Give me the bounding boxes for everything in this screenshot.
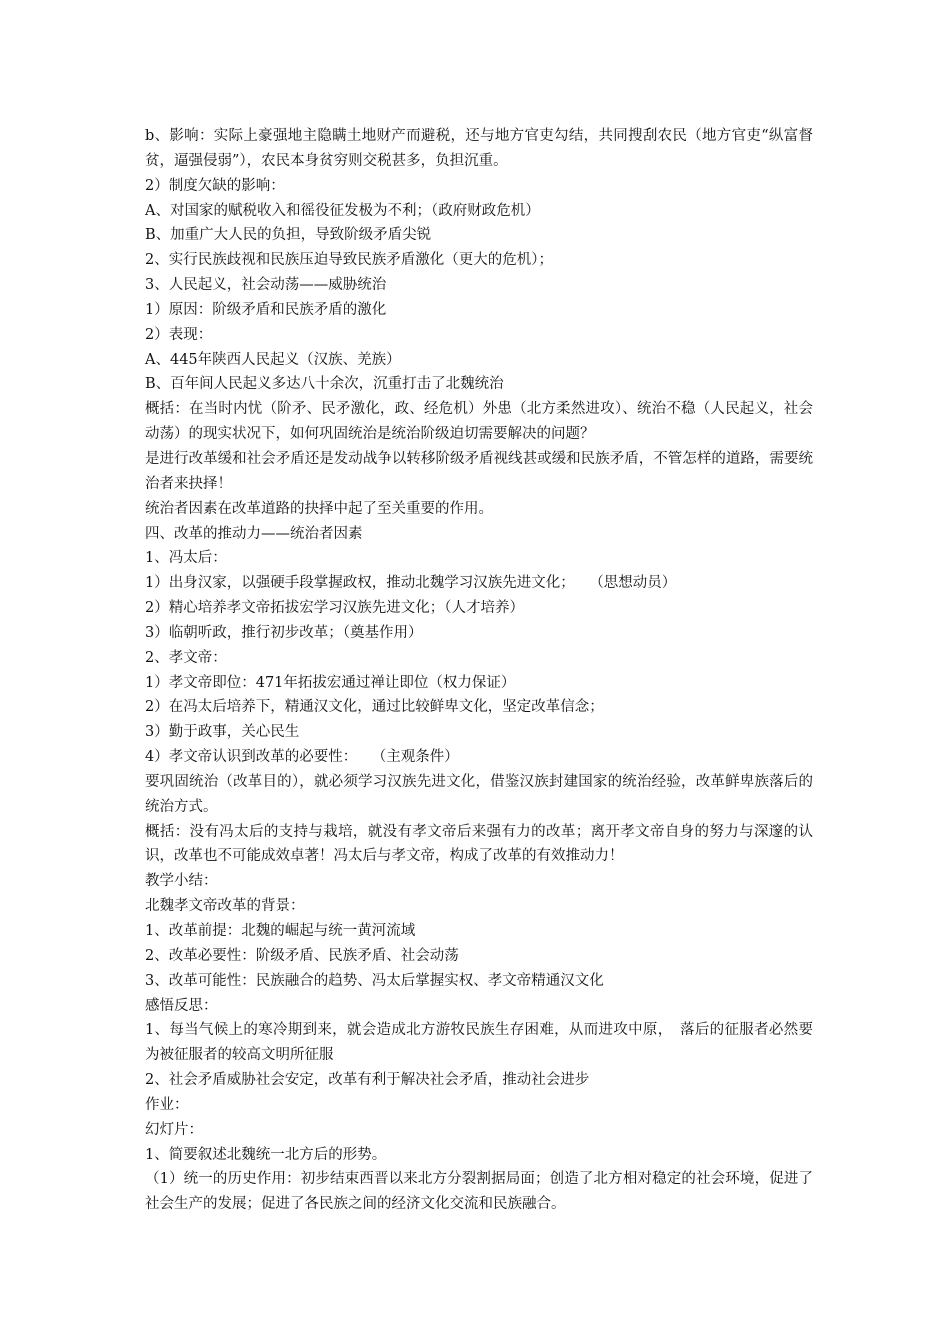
paragraph: 3）勤于政事，关心民生	[145, 724, 300, 741]
paragraph: 3）临朝听政，推行初步改革；（奠基作用）	[145, 624, 423, 641]
paragraph: 1）原因：阶级矛盾和民族矛盾的激化	[145, 301, 387, 318]
paragraph: 3、人民起义，社会动荡——威胁统治	[145, 277, 387, 294]
paragraph: 2）表现：	[145, 326, 213, 343]
paragraph: 3、改革可能性：民族融合的趋势、冯太后掌握实权、孝文帝精通汉文化	[145, 972, 604, 989]
paragraph: 1、简要叙述北魏统一北方后的形势。	[145, 1146, 387, 1163]
paragraph: 2、社会矛盾威胁社会安定，改革有利于解决社会矛盾，推动社会进步	[145, 1072, 590, 1089]
section-heading: 四、改革的推动力——统治者因素	[145, 525, 363, 542]
paragraph: 1、冯太后：	[145, 550, 227, 567]
paragraph: 教学小结：	[145, 873, 218, 890]
paragraph: 2、孝文帝：	[145, 649, 227, 666]
paragraph: A、对国家的赋税收入和徭役征发极为不利；（政府财政危机）	[145, 202, 540, 219]
paragraph: （1）统一的历史作用：初步结束西晋以来北方分裂割据局面；创造了北方相对稳定的社会环境，促进了社会生产的发展；促进了各民族之间的经济文化交流和民族融合。	[145, 1171, 813, 1213]
paragraph: B、加重广大人民的负担，导致阶级矛盾尖锐	[145, 227, 432, 244]
paragraph: 北魏孝文帝改革的背景：	[145, 898, 305, 915]
paragraph: b、影响：实际上豪强地主隐瞒土地财产而避税，还与地方官吏勾结，共同搜刮农民（地方官吏“纵富督贫，逼强侵弱”），农民本身贫穷则交税甚多，负担沉重。	[145, 128, 813, 169]
paragraph: 4）孝文帝认识到改革的必要性： （主观条件）	[145, 749, 459, 766]
paragraph: 2）精心培养孝文帝拓拔宏学习汉族先进文化；（人才培养）	[145, 600, 524, 617]
paragraph: 1、每当气候上的寒冷期到来，就会造成北方游牧民族生存困难，从而进攻中原， 落后的征服者必然要为被征服者的较高文明所征服	[145, 1022, 813, 1064]
paragraph: 2）在冯太后培养下，精通汉文化，通过比较鲜卑文化，坚定改革信念；	[145, 699, 604, 716]
paragraph: 1）孝文帝即位：471年拓拔宏通过禅让即位（权力保证）	[145, 674, 516, 691]
paragraph: 2、实行民族歧视和民族压迫导致民族矛盾激化（更大的危机）；	[145, 252, 553, 269]
paragraph: 1）出身汉家，以强硬手段掌握政权，推动北魏学习汉族先进文化； （思想动员）	[145, 575, 677, 592]
paragraph: 1、改革前提：北魏的崛起与统一黄河流域	[145, 923, 416, 939]
paragraph: 是进行改革缓和社会矛盾还是发动战争以转移阶级矛盾视线甚或缓和民族矛盾，不管怎样的道路，需要统治者来抉择！	[145, 450, 813, 492]
paragraph: A、445年陕西人民起义（汉族、羌族）	[145, 351, 401, 368]
paragraph: 作业：	[145, 1096, 189, 1113]
paragraph: 幻灯片：	[145, 1121, 203, 1138]
paragraph: B、百年间人民起义多达八十余次，沉重打击了北魏统治	[145, 376, 504, 393]
paragraph: 要巩固统治（改革目的），就必须学习汉族先进文化，借鉴汉族封建国家的统治经验，改革鲜卑族落后的统治方式。	[145, 773, 813, 815]
document-body	[145, 124, 813, 1217]
paragraph: 感悟反思：	[145, 997, 218, 1014]
paragraph: 2、改革必要性：阶级矛盾、民族矛盾、社会动荡	[145, 947, 459, 964]
paragraph: 2）制度欠缺的影响：	[145, 177, 285, 194]
paragraph: 概括：在当时内忧（阶矛、民矛激化，政、经危机）外患（北方柔然进攻）、统治不稳（人民起义，社会动荡）的现实状况下，如何巩固统治是统治阶级迫切需要解决的问题？	[145, 401, 813, 443]
paragraph: 概括：没有冯太后的支持与栽培，就没有孝文帝后来强有力的改革；离开孝文帝自身的努力与深邃的认识，改革也不可能成效卓著！冯太后与孝文帝，构成了改革的有效推动力！	[145, 823, 813, 865]
paragraph: 统治者因素在改革道路的抉择中起了至关重要的作用。	[145, 500, 493, 517]
